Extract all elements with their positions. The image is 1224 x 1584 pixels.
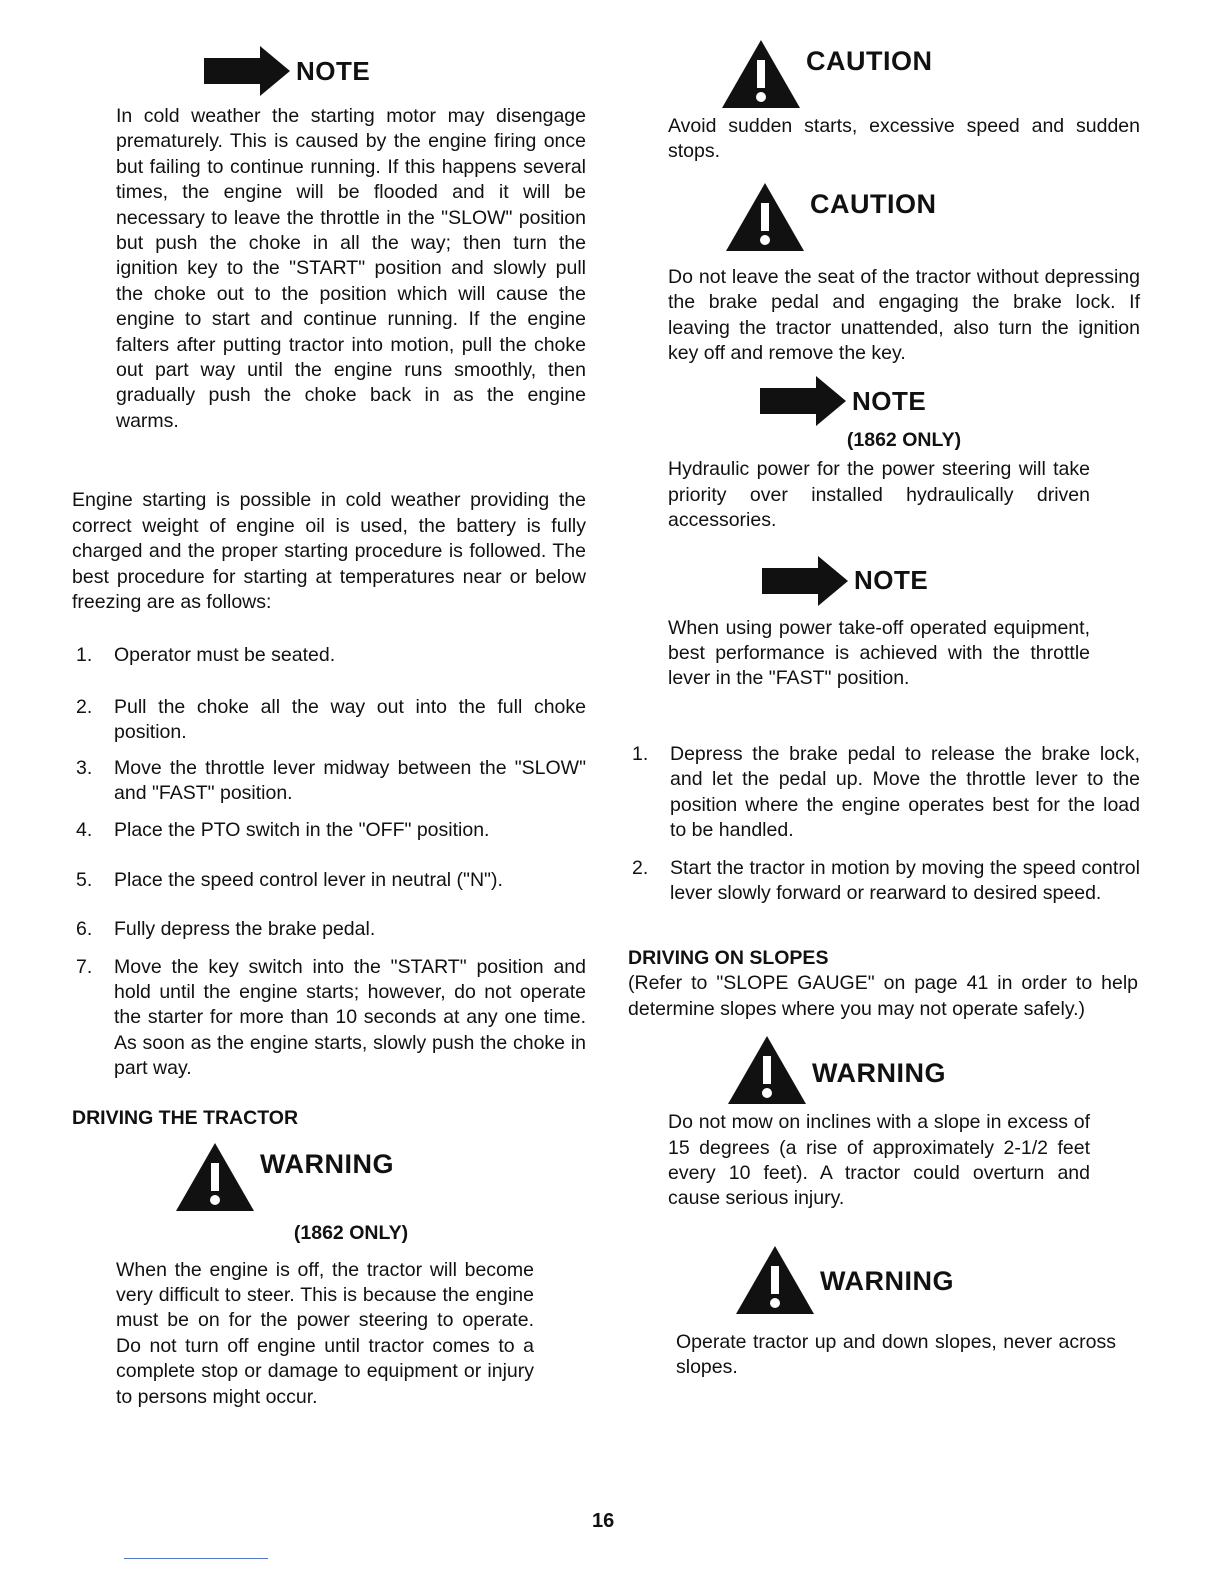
warning-triangle-icon [720,38,802,110]
caution-text-2: Do not leave the seat of the tractor without depressing the brake pedal and engaging the brake lock. If leaving the tractor unattended, also turn the ignition key off and remove the key. [668,265,1140,365]
caution-header-1 [720,38,1140,110]
arrow-right-icon [204,46,292,96]
note-label: NOTE [854,565,929,596]
list-item: 3. Move the throttle lever midway between the "SLOW" and "FAST" position. [76,756,586,804]
slopes-reference-text: (Refer to "SLOPE GAUGE" on page 41 in order to help determine slopes where you may not operate safely.) [628,972,1138,1020]
warning-triangle-icon [726,1034,808,1106]
divider [124,1558,268,1559]
page-number: 16 [592,1510,615,1532]
note-header-1 [204,46,586,96]
warning-text-3: Operate tractor up and down slopes, never across slopes. [676,1330,1116,1379]
warning-text-1: When the engine is off, the tractor will become very difficult to steer. This is because the engine must be on for the power steering to operate. Do not turn off engine until tractor comes to a complete stop or damage to equipment or injury to persons might occur. [116,1258,534,1408]
note-header-3 [762,556,1140,606]
note-text-3: When using power take-off operated equipment, best performance is achieved with the throttle lever in the "FAST" position. [668,616,1090,690]
list-item: 1. Operator must be seated. [76,644,336,667]
list-item: 1. Depress the brake pedal to release the brake lock, and let the pedal up. Move the throttle lever to the position where the engine operates best for the load to be handled. [632,742,1140,842]
model-qualifier: (1862 ONLY) [846,429,962,452]
list-item: 2. Pull the choke all the way out into the full choke position. [76,695,586,744]
driving-slopes-heading: DRIVING ON SLOPES [628,947,829,970]
warning-label: WARNING [820,1265,954,1296]
caution-text-1: Avoid sudden starts, excessive speed and sudden stops. [668,115,1140,163]
cold-weather-intro: Engine starting is possible in cold weather providing the correct weight of engine oil is used, the battery is fully charged and the proper starting procedure is followed. The best procedure for starting at temperatures near or below freezing are as follows: [72,489,586,613]
left-column [72,46,586,1410]
right-column [628,46,1140,1381]
caution-label: CAUTION [806,46,933,76]
note-label: NOTE [852,385,927,416]
driving-tractor-heading: DRIVING THE TRACTOR [72,1106,299,1129]
caution-header-2 [724,181,1140,253]
note-label: NOTE [296,55,371,86]
list-item: 2. Start the tractor in motion by moving the speed control lever slowly forward or rearward to desired speed. [632,856,1140,904]
note-text-1: In cold weather the starting motor may disengage prematurely. This is caused by the engine firing once but failing to continue running. If this happens several times, the engine will be flooded and it will be necessary to leave the throttle in the "SLOW" position but push the choke in all the way; then turn the ignition key to the "START" position and slowly pull the choke out to the position which will cause the engine to start and continue running. If the engine falters after putting tractor into motion, pull the choke out part way until the engine runs smoothly, then gradually push the choke back in as the engine warms. [116,105,586,432]
arrow-right-icon [762,556,850,606]
note-text-2: Hydraulic power for the power steering will take priority over installed hydraulically driven accessories. [668,458,1090,532]
warning-triangle-icon [734,1244,816,1316]
list-item: 4. Place the PTO switch in the "OFF" position. [76,819,490,842]
list-item: 6. Fully depress the brake pedal. [76,918,376,941]
warning-header-2 [726,1034,1140,1106]
note-header-2 [760,376,1140,426]
warning-block-1 [116,1141,586,1410]
caution-label: CAUTION [810,188,937,219]
warning-label: WARNING [812,1058,946,1089]
model-qualifier: (1862 ONLY) [293,1221,409,1244]
warning-text-2: Do not mow on inclines with a slope in excess of 15 degrees (a rise of approximately 2-1/2 feet every 10 feet). A tractor could overturn and cause serious injury. [668,1111,1090,1210]
driving-steps-list [628,742,1140,906]
warning-header-3 [734,1244,1140,1316]
warning-label: WARNING [260,1148,394,1179]
warning-triangle-icon [724,181,806,253]
list-item: 7. Move the key switch into the "START" position and hold until the engine starts; however, do not operate the starter for more than 10 seconds at any one time. As soon as the engine starts, slowly push the choke in part way. [76,955,586,1080]
list-item: 5. Place the speed control lever in neutral ("N"). [76,868,503,891]
starting-steps-list [72,643,586,1081]
warning-triangle-icon [174,1141,256,1213]
note-block-1 [116,46,586,434]
arrow-right-icon [760,376,848,426]
warning-header-1 [174,1141,586,1213]
